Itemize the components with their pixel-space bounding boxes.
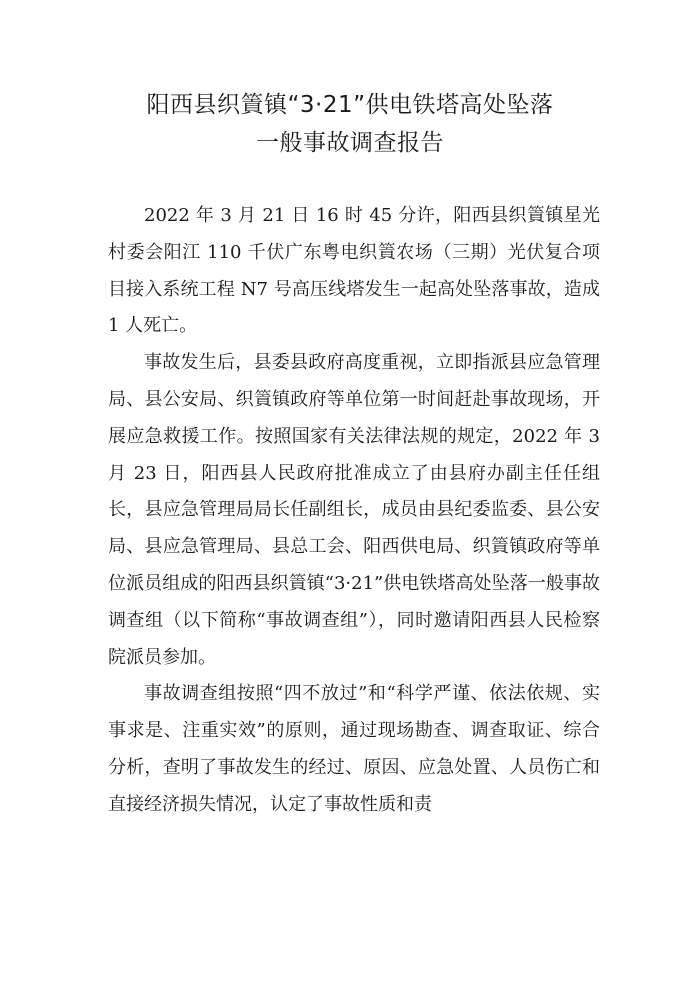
document-title-line-2: 一般事故调查报告 xyxy=(256,130,444,156)
paragraph-investigation-principles: 事故调查组按照“四不放过”和“科学严谨、依法依规、实事求是、注重实效”的原则，通过现场勘查、调查取证、综合分析，查明了事故发生的经过、原因、应急处置、人员伤亡和直接经济损失情况，认定了事故性质和责 xyxy=(108,683,600,815)
document-body xyxy=(108,198,600,824)
paragraph-accident-summary: 2022 年 3 月 21 日 16 时 45 分许，阳西县织篢镇星光村委会阳江 110 千伏广东粤电织篢农场（三期）光伏复合项目接入系统工程 N7 号高压线塔发生一起高处坠落事故，造成 1 人死亡。 xyxy=(108,205,600,337)
paragraph-investigation-team: 事故发生后，县委县政府高度重视，立即指派县应急管理局、县公安局、织篢镇政府等单位第一时间赶赴事故现场，开展应急救援工作。按照国家有关法律法规的规定，2022 年 3 月 23 日，阳西县人民政府批准成立了由县府办副主任任组长，县应急管理局局长任副组长，成员由县纪委监委、县公安局、县应急管理局、县总工会、阳西供电局、织篢镇政府等单位派员组成的阳西县织篢镇“3·21”供电铁塔高处坠落一般事故调查组（以下简称“事故调查组”），同时邀请阳西县人民检察院派员参加。 xyxy=(108,352,600,668)
document-title-line-1: 阳西县织篢镇“3·21”供电铁塔高处坠落 xyxy=(146,92,554,118)
